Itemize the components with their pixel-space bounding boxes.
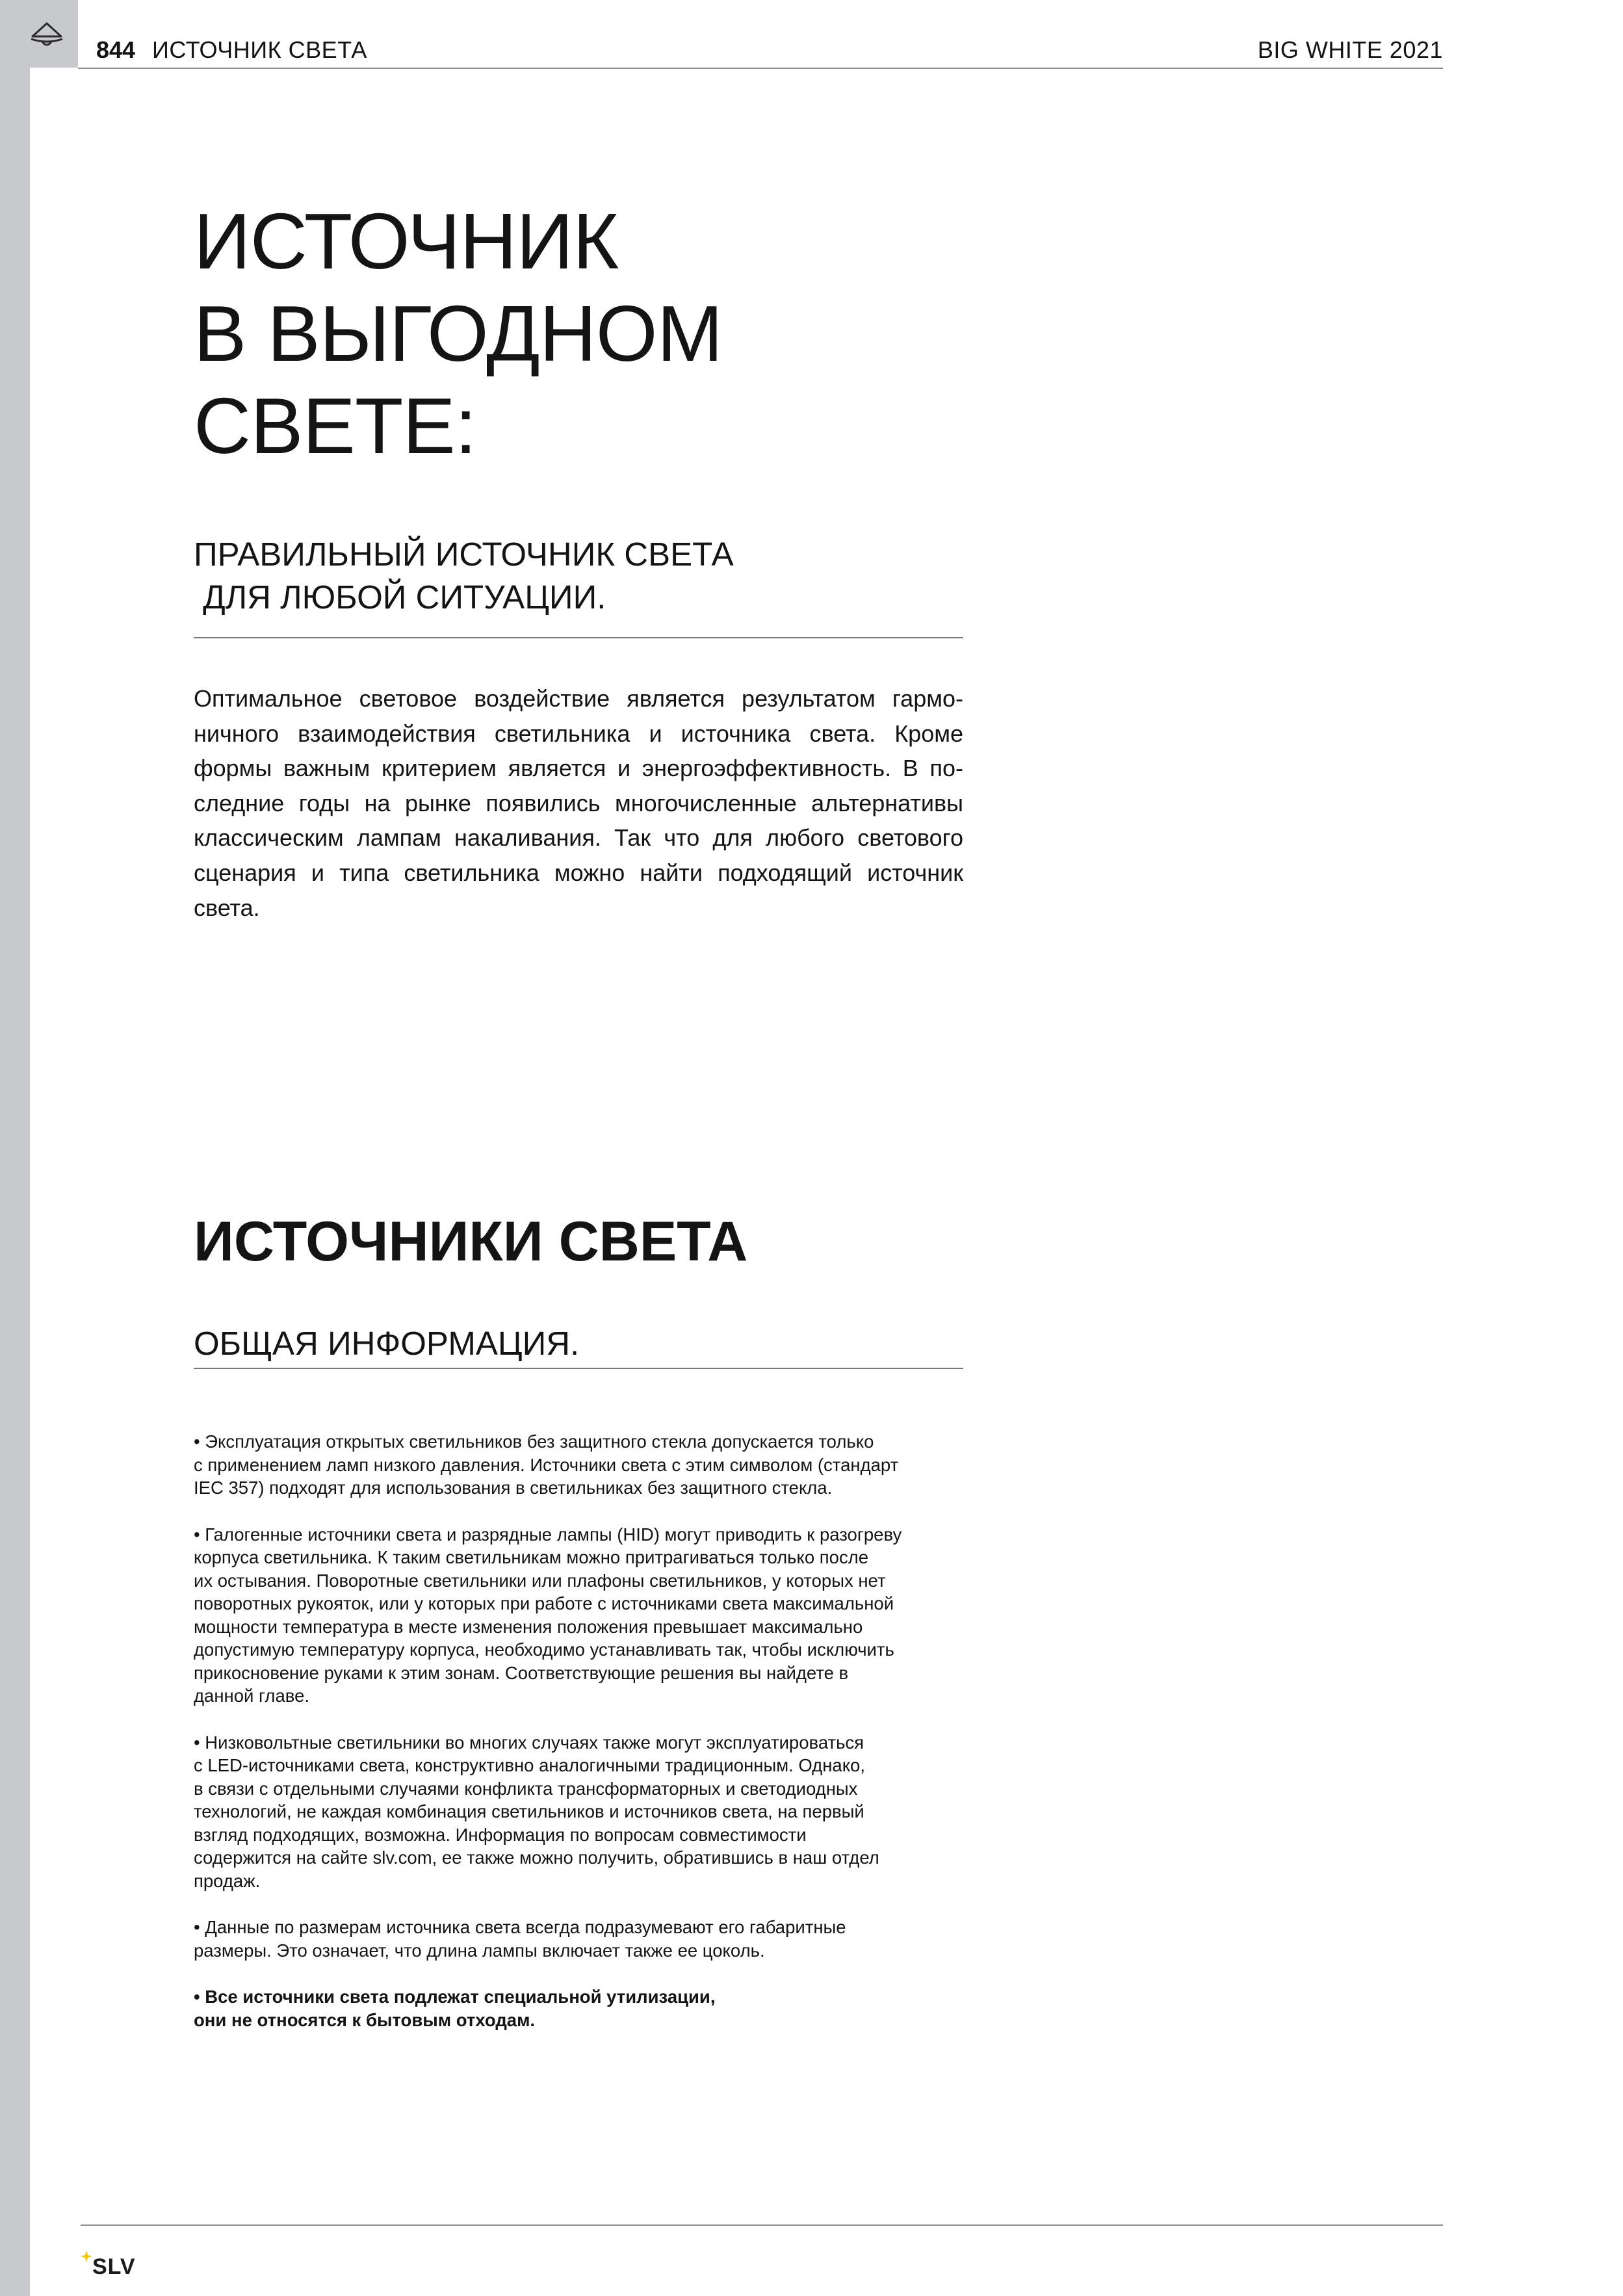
side-bar <box>0 0 30 2296</box>
hero-title-line: СВЕТЕ: <box>194 382 476 470</box>
info-line: в связи с отдельными случаями конфликта трансформаторных и светодиодных <box>194 1778 858 1799</box>
info-line: мощности температура в месте изменения положения превышает максимально <box>194 1616 863 1637</box>
footer-divider <box>81 2224 1443 2226</box>
hero-title <box>194 195 722 472</box>
sparkle-icon <box>81 2250 92 2262</box>
subtitle-divider <box>194 637 963 638</box>
info-line: с применением ламп низкого давления. Источники света с этим символом (стандарт <box>194 1454 899 1475</box>
info-line: • Все источники света подлежат специальной утилизации, <box>194 1987 716 2007</box>
header-divider <box>78 68 1443 69</box>
lamp-icon <box>29 20 65 48</box>
info-line: продаж. <box>194 1870 261 1891</box>
running-section-title: ИСТОЧНИК СВЕТА <box>152 36 367 63</box>
hero-title-line: ИСТОЧНИК <box>194 197 619 285</box>
hero-title-line: В ВЫГОДНОМ <box>194 289 723 378</box>
info-line: прикосновение руками к этим зонам. Соответствующие решения вы найдете в <box>194 1662 849 1683</box>
slv-logo <box>81 2250 159 2279</box>
info-line: они не относятся к бытовым отходам. <box>194 2009 536 2030</box>
info-list <box>194 1430 974 2055</box>
section-divider <box>194 1368 963 1369</box>
info-item <box>194 1731 974 1893</box>
info-line: поворотных рукояток, или у которых при работе с источниками света максимальной <box>194 1593 894 1613</box>
info-line: • Галогенные источники света и разрядные лампы (HID) могут приводить к разогреву <box>194 1524 902 1545</box>
section-title: ИСТОЧНИКИ СВЕТА <box>194 1210 748 1273</box>
info-line: корпуса светильника. К таким светильникам можно притрагиваться только после <box>194 1547 869 1567</box>
info-line: их остывания. Поворотные светильники или плафоны светильников, у которых нет <box>194 1570 886 1591</box>
info-line: допустимую температуру корпуса, необходимо устанавливать так, чтобы исключить <box>194 1639 894 1660</box>
info-line: с LED-источниками света, конструктивно аналогичными традиционным. Однако, <box>194 1755 865 1775</box>
info-item <box>194 1523 974 1708</box>
info-line: данной главе. <box>194 1686 310 1706</box>
info-line: технологий, не каждая комбинация светильников и источников света, на первый <box>194 1801 864 1821</box>
corner-tab <box>0 0 78 68</box>
hero-subtitle <box>194 533 734 619</box>
info-item-disposal <box>194 1985 974 2031</box>
info-item <box>194 1430 974 1500</box>
info-line: взгляд подходящих, возможна. Информация по вопросам совместимости <box>194 1824 807 1845</box>
catalog-title: BIG WHITE 2021 <box>1257 36 1443 63</box>
info-line: IEC 357) подходят для использования в светильниках без защитного стекла. <box>194 1478 833 1498</box>
hero-subtitle-line: ДЛЯ ЛЮБОЙ СИТУАЦИИ. <box>194 579 606 616</box>
page-number: 844 <box>96 36 136 63</box>
section-subtitle: ОБЩАЯ ИНФОРМАЦИЯ. <box>194 1325 580 1362</box>
info-line: размеры. Это означает, что длина лампы включает также ее цоколь. <box>194 1940 765 1961</box>
intro-paragraph: Оптимальное световое воздействие является результатом гармоничного взаимодействия светильника и источника света. Кроме формы важным критерием является и энергоэффективность. В последние годы на рынке появились многочисленные альтернативы классическим лампам накаливания. Так что для любого светового сценария и типа светильника можно найти подходящий источник света. <box>194 685 963 921</box>
info-line: • Низковольтные светильники во многих случаях также могут эксплуатироваться <box>194 1732 864 1753</box>
logo-text: SLV <box>92 2254 136 2279</box>
info-line: • Данные по размерам источника света всегда подразумевают его габаритные <box>194 1917 846 1937</box>
info-item <box>194 1916 974 1962</box>
info-line: • Эксплуатация открытых светильников без защитного стекла допускается только <box>194 1431 874 1452</box>
info-line: содержится на сайте slv.com, ее также можно получить, обратившись в наш отдел <box>194 1847 879 1868</box>
hero-subtitle-line: ПРАВИЛЬНЫЙ ИСТОЧНИК СВЕТА <box>194 536 734 573</box>
